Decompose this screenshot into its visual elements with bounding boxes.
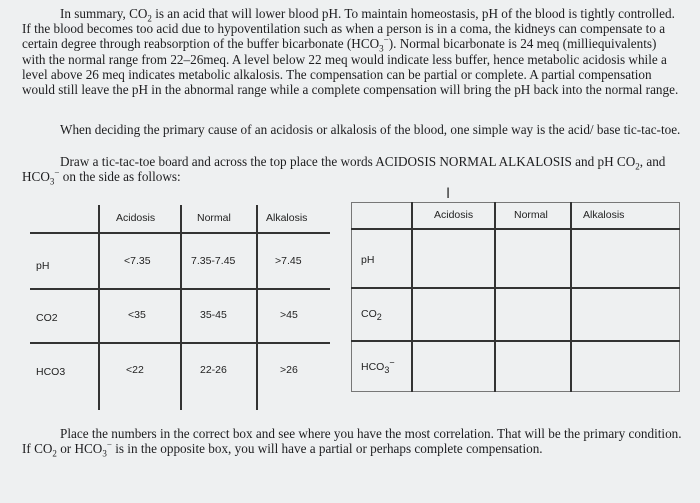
right-row-label-co2: $CO_2$ (361, 308, 382, 323)
left-cell-hco3-alkalosis: >26 (280, 364, 298, 376)
instructions-paragraph: Draw a tic-tac-toe board and across the top place the words ACIDOSIS NORMAL ALKALOSIS and pH $CO_2$, and $HCO_3^-$ on the side as follows: (22, 154, 666, 187)
tic-tac-toe-intro-paragraph: When deciding the primary cause of an acidosis or alkalosis of the blood, one simple way is the acid/ base tic-tac-toe. (60, 122, 681, 137)
left-cell-ph-acidosis: <7.35 (124, 255, 151, 267)
right-row-label-hco3: $HCO_3^-$ (361, 357, 395, 376)
text-cursor-icon: I (446, 186, 451, 202)
summary-paragraph: In summary, $CO_2$ is an acid that will lower blood pH. To maintain homeostasis, pH of the blood is tightly controlled. If the blood becomes too acid due to hypoventilation such as when a person is in a coma, the kidneys can compensate to a certain degree through reabsorption of the buffer bicarbonate $(HCO_3^-)$. Normal bicarbonate is 24 meq (milliequivalents) with the normal range from 22–26meq. A level below 22 meq would indicate less buffer, hence metabolic acidosis while a level above 26 meq indicates metabolic alkalosis. The compensation can be partial or complete. A partial compensation would still leave the pH in the abnormal range while a complete compensation will bring the pH back into the normal range. (22, 6, 679, 98)
left-cell-ph-normal: 7.35-7.45 (191, 255, 236, 267)
left-cell-hco3-normal: 22-26 (200, 364, 227, 376)
left-header-normal: Normal (197, 212, 231, 224)
left-row-label-ph: pH (36, 260, 50, 272)
left-header-alkalosis: Alkalosis (266, 212, 308, 224)
left-cell-ph-alkalosis: >7.45 (275, 255, 302, 267)
left-cell-co2-acidosis: <35 (128, 309, 146, 321)
right-header-acidosis: Acidosis (434, 209, 474, 221)
right-header-normal: Normal (514, 209, 548, 221)
left-cell-co2-normal: 35-45 (200, 309, 227, 321)
left-row-label-co2: CO2 (36, 312, 58, 324)
left-row-label-hco3: HCO3 (36, 366, 66, 378)
left-cell-co2-alkalosis: >45 (280, 309, 298, 321)
right-row-label-ph: pH (361, 254, 375, 266)
left-header-acidosis: Acidosis (116, 212, 156, 224)
conclusion-paragraph: Place the numbers in the correct box and see where you have the most correlation. That will be the primary condition. If $CO_2$ or $HCO_3^-$ is in the opposite box, you will have a partial or perhaps complete compensation. (22, 426, 682, 459)
right-header-alkalosis: Alkalosis (583, 209, 625, 221)
left-cell-hco3-acidosis: <22 (126, 364, 144, 376)
